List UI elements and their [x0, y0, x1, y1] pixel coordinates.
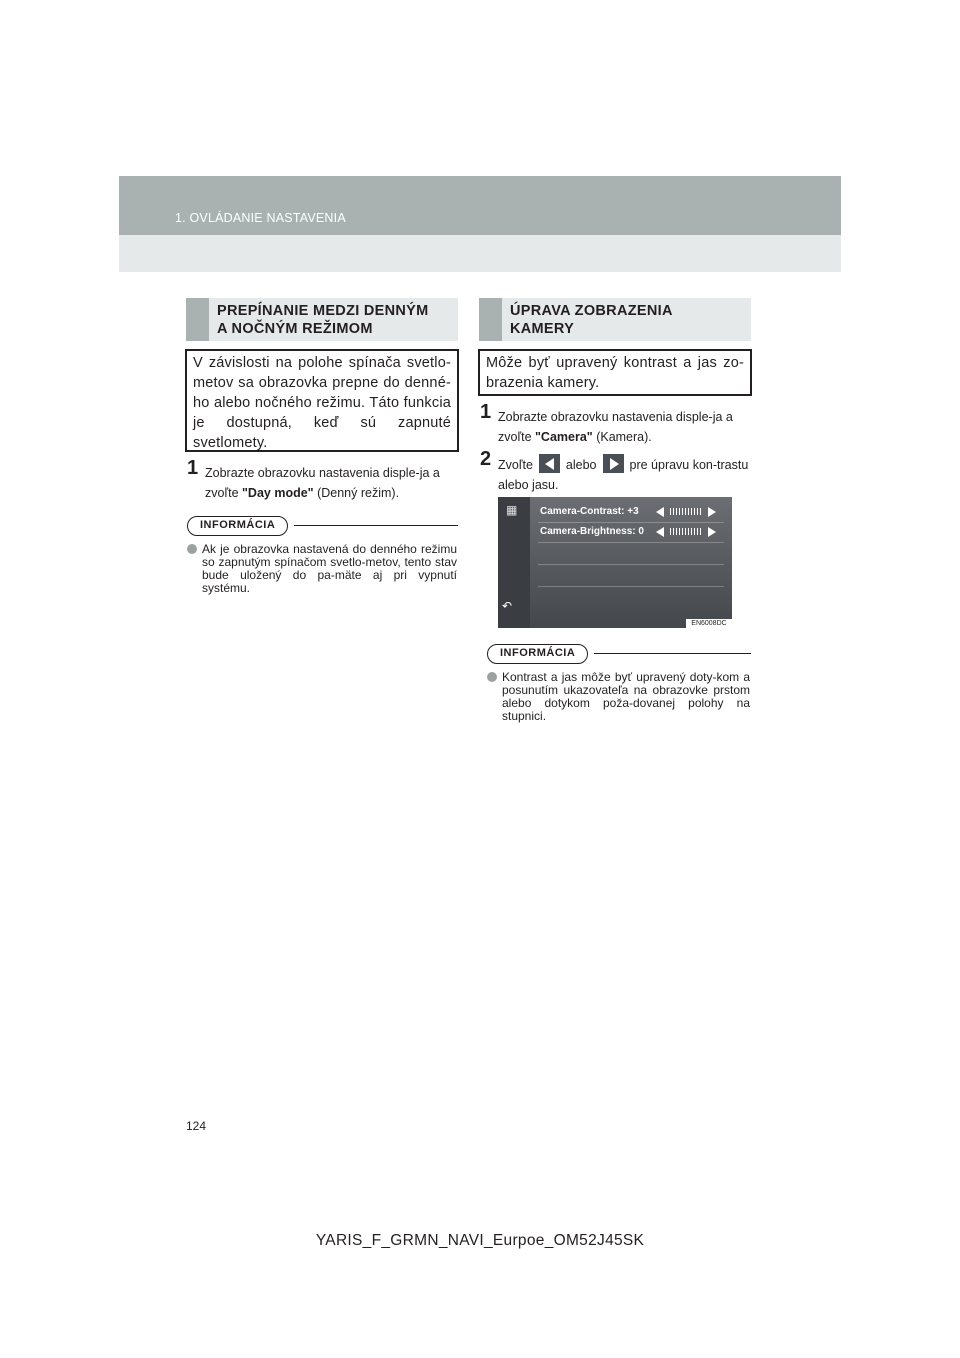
step-text: Zobrazte obrazovku nastavenia disple-ja a zvoľte: [205, 466, 440, 500]
header-subband: [119, 235, 841, 272]
step-number: 2: [480, 448, 492, 470]
row-divider: [538, 564, 724, 565]
right-info-bullet: [487, 671, 750, 723]
image-code: EN6008DC: [686, 619, 732, 628]
contrast-label: Camera-Contrast: +3: [540, 506, 639, 517]
right-info-text: Kontrast a jas môže byť upravený doty-kom a posunutím ukazovateľa na obrazovke prstom alebo dotykom poža-dovanej polohy na stupnici.: [502, 670, 750, 723]
left-intro-box: [185, 349, 459, 452]
step-text-end: pre úpravu kon-trastu alebo jasu.: [498, 458, 749, 492]
bullet-dot: [187, 544, 197, 554]
step-bold: "Day mode": [242, 486, 314, 500]
left-intro-text: V závislosti na polohe spínača svetlo-metov sa obrazovka prepne do denné-ho alebo nočného režimu. Táto funkcia je dostupná, keď sú zapnuté svetlomety.: [193, 355, 451, 451]
right-heading-line-2: KAMERY: [510, 321, 575, 337]
contrast-row: [538, 503, 724, 521]
right-step-2: [480, 448, 752, 495]
left-section-heading: [186, 298, 458, 341]
left-info-rule: [294, 525, 458, 526]
heading-tab: [186, 298, 209, 341]
heading-tab: [479, 298, 502, 341]
right-section-heading: [479, 298, 751, 341]
brightness-right-icon: [708, 527, 716, 537]
section-title: 1. OVLÁDANIE NASTAVENIA: [175, 211, 346, 225]
brightness-label: Camera-Brightness: 0: [540, 526, 644, 537]
right-info-label: INFORMÁCIA: [487, 644, 588, 664]
row-divider: [538, 586, 724, 587]
step-text-mid: alebo: [565, 458, 597, 472]
page-number: 124: [186, 1119, 207, 1133]
step-text-end: (Kamera).: [592, 430, 652, 444]
left-step-1: [187, 457, 459, 503]
document-code: YARIS_F_GRMN_NAVI_Eurpoe_OM52J45SK: [315, 1232, 645, 1249]
step-text-end: (Denný režim).: [313, 486, 400, 500]
left-heading-line-1: PREPÍNANIE MEDZI DENNÝM: [217, 303, 429, 319]
screen-settings-icon: ▦: [506, 503, 518, 517]
right-intro-box: [478, 349, 752, 396]
left-arrow-icon: [539, 454, 560, 473]
bullet-dot: [487, 672, 497, 682]
left-heading-line-2: A NOČNÝM REŽIMOM: [217, 321, 373, 337]
brightness-left-icon: [656, 527, 664, 537]
left-info-bullet: [187, 543, 457, 595]
row-divider: [538, 542, 724, 543]
right-step-1: [480, 401, 752, 447]
back-icon: ↶: [502, 599, 513, 613]
brightness-row: [538, 523, 724, 541]
right-intro-text: Môže byť upravený kontrast a jas zo-brazenia kamery.: [486, 355, 744, 391]
step-bold: "Camera": [535, 430, 593, 444]
left-info-label: INFORMÁCIA: [187, 516, 288, 536]
step-text: Zobrazte obrazovku nastavenia disple-ja a zvoľte: [498, 410, 733, 444]
header-band: [119, 176, 841, 235]
brightness-scale: [670, 528, 702, 535]
step-text: Zvoľte: [498, 458, 533, 472]
right-info-rule: [594, 653, 751, 654]
right-heading-line-1: ÚPRAVA ZOBRAZENIA: [510, 303, 673, 319]
step-number: 1: [480, 401, 492, 423]
contrast-right-icon: [708, 507, 716, 517]
camera-settings-screen: [498, 497, 732, 628]
right-arrow-icon: [603, 454, 624, 473]
step-number: 1: [187, 457, 199, 479]
left-info-text: Ak je obrazovka nastavená do denného režimu so zapnutým spínačom svetlo-metov, tento stav bude uložený do pa-mäte aj pri vypnutí systému.: [202, 542, 457, 595]
contrast-left-icon: [656, 507, 664, 517]
contrast-scale: [670, 508, 702, 515]
